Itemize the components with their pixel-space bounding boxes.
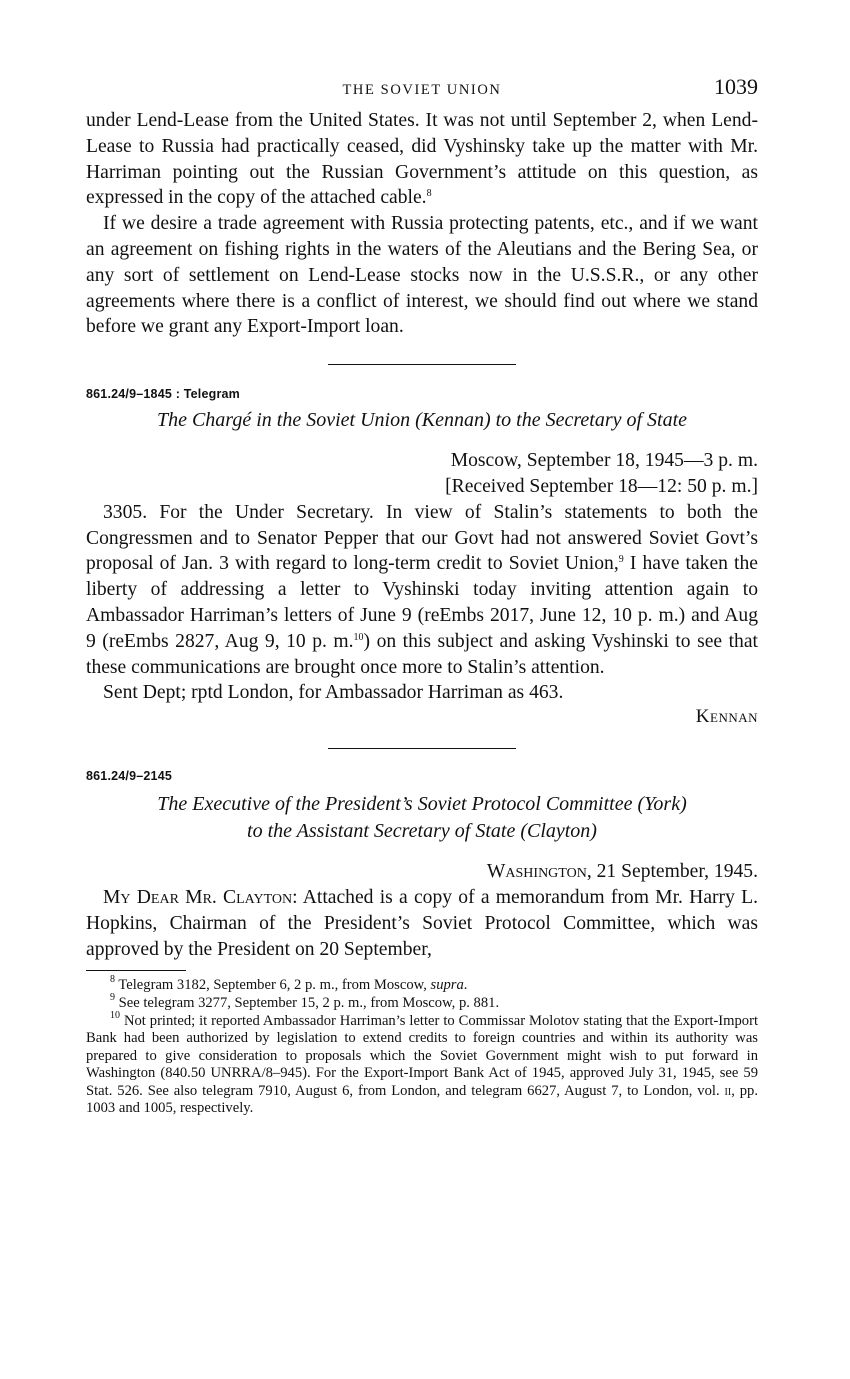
salutation: My Dear Mr. Clayton (103, 886, 293, 908)
document-title-line-2: to the Assistant Secretary of State (Clayton) (247, 820, 597, 843)
received-line: [Received September 18—12: 50 p. m.] (445, 475, 758, 497)
file-number: 861.24/9–1845 : Telegram (86, 387, 240, 402)
dateline: Moscow, September 18, 1945—3 p. m. (450, 450, 758, 472)
document-title: The Chargé in the Soviet Union (Kennan) to the Secretary of State (156, 409, 688, 432)
telegram-body: 3305. For the Under Secretary. In view of Stalin’s statements to both the Congressmen and to Senator Pepper that our Govt had not answered Soviet Govt’s proposal of Jan. 3 with regard to long-term credit to Soviet Union,$^9$ I have taken the liberty of addressing a letter to Vyshinski today inviting attention again to Ambassador Harriman’s letters of June 9 (reEmbs 2017, June 12, 10 p. m.) and Aug 9 (reEmbs 2827, Aug 9, 10 p. m.$^{10}$) on this subject and asking Vyshinski to see that these communications are brought once more to Stalin’s attention. (86, 501, 758, 678)
dateline: Washington, 21 September, 1945. (486, 861, 758, 883)
footnote-ref-8[interactable]: 8 (426, 188, 432, 200)
file-number: 861.24/9–2145 (86, 769, 173, 784)
continuation-paragraph-2: If we desire a trade agreement with Russia protecting patents, etc., and if we want an agreement on fishing rights in the waters of the Aleutians and the Bering Sea, or any sort of settlement on Lend-Lease stocks now in the U.S.S.R., or any other agreements where there is a conflict of interest, we should find out where we stand before we grant any Export-Import loan. (86, 213, 758, 338)
footnote-10: $^{10}$ Not printed; it reported Ambassador Harriman’s letter to Commissar Molotov stating that the Export-Import Bank had been authorized by legislation to extend credits to foreign countries and within its authority was prepared to give consideration to proposals which the Soviet Government might wish to put forward in Washington (840.50 UNRRA/8–945). For the Export-Import Bank Act of 1945, approved July 31, 1945, see 59 Stat. 526. See also telegram 7910, August 6, from London, and telegram 6627, August 7, to London, vol. ii, pp. 1003 and 1005, respectively. (86, 1009, 758, 1117)
footnote-9: $^9$ See telegram 3277, September 15, 2 p. m., from Moscow, p. 881. (110, 991, 500, 1011)
signature: Kennan (695, 706, 758, 728)
continuation-paragraph-1: under Lend-Lease from the United States. It was not until September 2, when Lend-Lease to Russia had practically ceased, did Vyshinsky take up the matter with Mr. Harriman pointing out the Russian Government’s attitude on this question, as expressed in the copy of the attached cable.$^8$ (86, 110, 758, 209)
document-page (86, 74, 758, 1118)
letter-body: My Dear Mr. Clayton: Attached is a copy of a memorandum from Mr. Harry L. Hopkins, Chairman of the President’s Soviet Protocol Committee, which was approved by the President on 20 September, (86, 886, 758, 960)
footnote-ref-10[interactable]: 10 (353, 631, 364, 643)
running-head-title: THE SOVIET UNION (342, 82, 502, 98)
document-title-line-1: The Executive of the President’s Soviet Protocol Committee (York) (157, 793, 687, 816)
telegram-routing: Sent Dept; rptd London, for Ambassador Harriman as 463. (103, 682, 564, 704)
footnote-ref-9[interactable]: 9 (618, 554, 624, 566)
page-number: 1039 (714, 74, 758, 99)
footnote-8: $^8$ Telegram 3182, September 6, 2 p. m., from Moscow, supra. (110, 974, 468, 994)
running-head (86, 74, 758, 108)
